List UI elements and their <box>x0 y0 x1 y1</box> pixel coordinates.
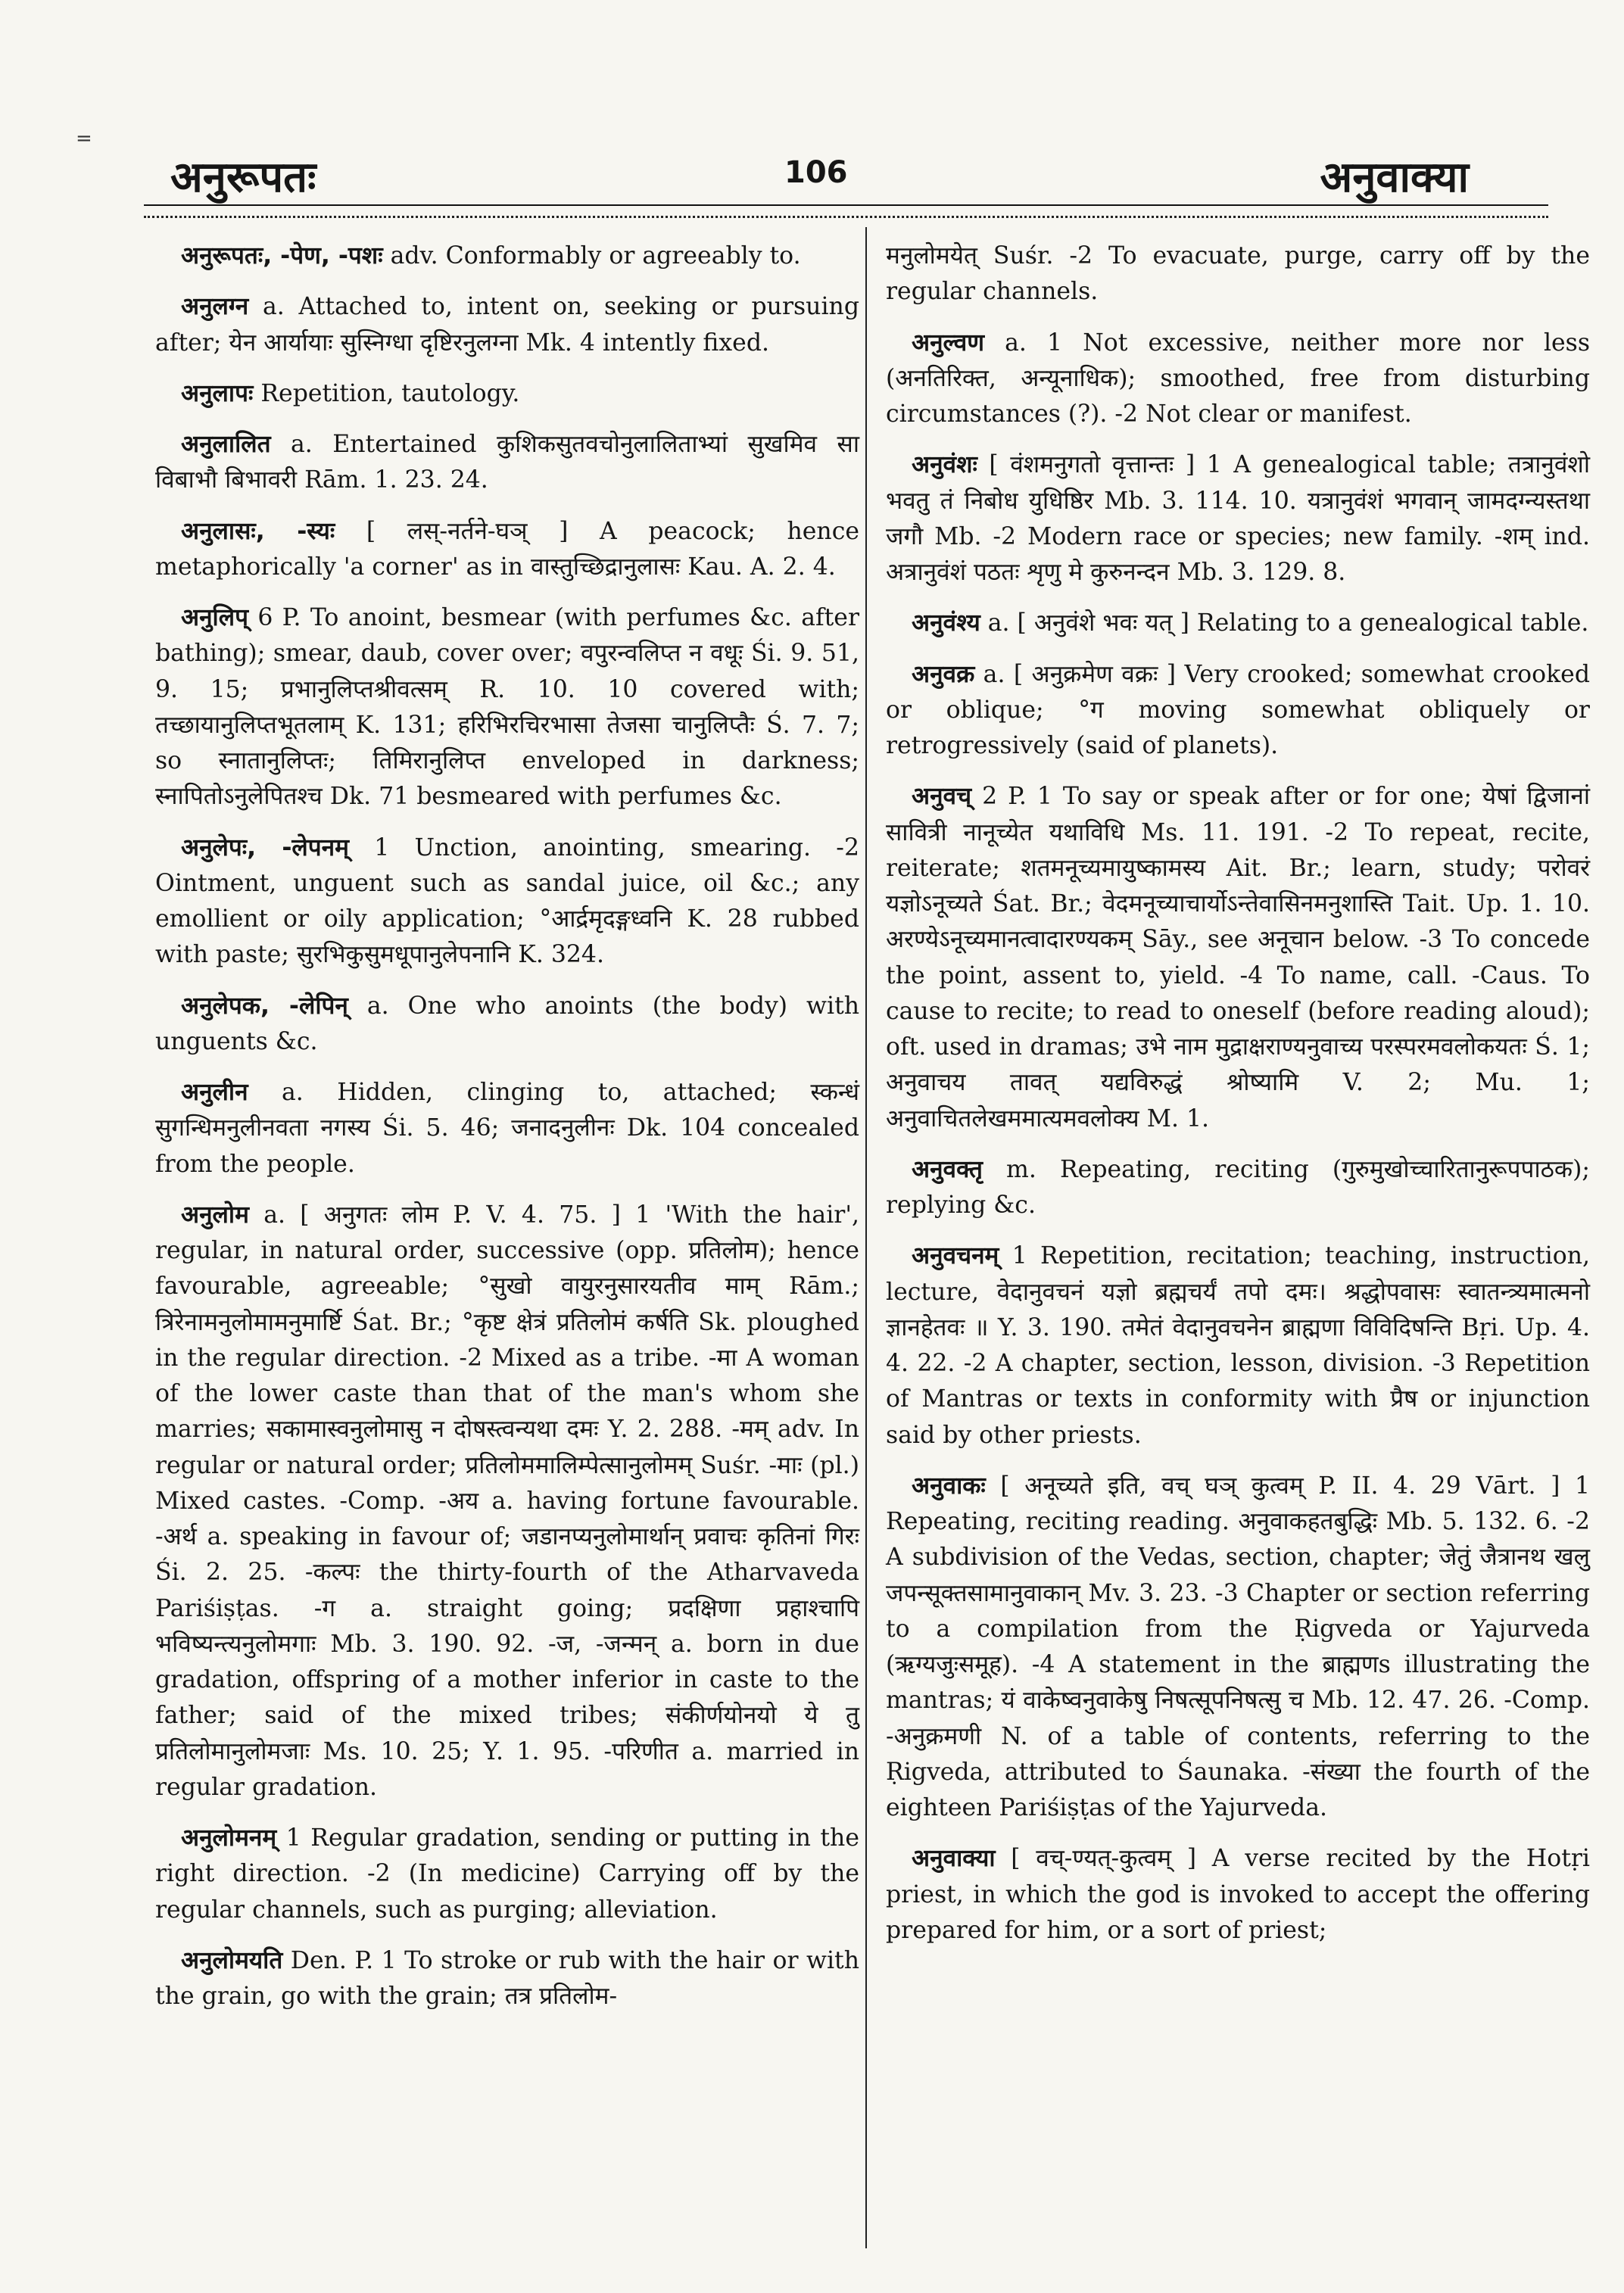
dictionary-entry <box>155 514 859 586</box>
dictionary-entry <box>155 1943 859 2015</box>
entry-definition: a. [ अनुक्रमेण वक्रः ] Very crooked; somewhat crooked or oblique; °ग moving somewhat obliquely or retrogressively (said of planets). <box>886 660 1590 759</box>
entry-definition: 6 P. To anoint, besmear (with perfumes &c. after bathing); smear, daub, cover over; वपुरन्वलिप्त न वधूः Śi. 9. 51, 9. 15; प्रभानुलिप्तश्रीवत्सम् R. 10. 10 covered with; तच्छायानुलिप्तभूतलाम् K. 131; हरिभिरचिरभासा तेजसा चानुलिप्तैः Ś. 7. 7; so स्नातानुलिप्तः; तिमिरानुलिप्त enveloped in darkness; स्नापितोऽनुलेपितश्च Dk. 71 besmeared with perfumes &c. <box>155 604 860 811</box>
dictionary-entry <box>886 447 1590 590</box>
header-dotted-rule <box>144 216 1548 218</box>
entry-headword: अनुलेपः, -लेपनम् <box>181 833 349 861</box>
dictionary-entry <box>155 830 859 974</box>
entry-definition: [ वंशमनुगतो वृत्तान्तः ] 1 A genealogical table; तत्रानुवंशो भवतु तं निबोध युधिष्ठिर Mb. 3. 114. 10. यत्रानुवंशं भगवान् जामदग्न्यस्तथा जगौ Mb. -2 Modern race or species; new family. -शम् ind. अत्रानुवंशं पठतः शृणु मे कुरुनन्दन Mb. 3. 129. 8. <box>886 451 1590 586</box>
right-column <box>886 238 1590 1964</box>
entry-headword: अनुलासः, -स्यः <box>181 517 335 545</box>
dictionary-entry <box>155 376 859 412</box>
entry-definition: 1 Unction, anointing, smearing. -2 Ointment, unguent such as sandal juice, oil &c.; any emollient or oily application; °आर्द्रमृदङ्गध्वनि K. 28 rubbed with paste; सुरभिकुसुमधूपानुलेपनानि K. 324. <box>155 833 859 969</box>
entry-headword: अनुरूपतः, -पेण, -पशः <box>181 242 383 269</box>
entry-headword: अनुवाकः <box>912 1472 986 1500</box>
entry-definition: Den. P. 1 To stroke or rub with the hair or with the grain, go with the grain; तत्र प्रतिलोम- <box>155 1946 859 2010</box>
entry-headword: अनुवाक्या <box>912 1845 996 1873</box>
dictionary-entry <box>886 606 1590 641</box>
entry-definition: Repetition, tautology. <box>260 379 520 407</box>
dictionary-entry <box>155 1821 859 1928</box>
entry-headword: अनुलालित <box>181 431 271 458</box>
entry-headword: अनुवच् <box>912 783 972 811</box>
entry-definition: मनुलोमयेत् Suśr. -2 To evacuate, purge, carry off by the regular channels. <box>886 242 1590 306</box>
dictionary-entry <box>155 989 859 1061</box>
entry-headword: अनुवचनम् <box>912 1242 999 1270</box>
dictionary-entry <box>886 238 1590 310</box>
dictionary-entry <box>886 657 1590 765</box>
entry-headword: अनुलेपक, -लेपिन् <box>181 992 348 1020</box>
entry-definition: 1 Regular gradation, sending or putting in the right direction. -2 (In medicine) Carrying off by the regular channels, such as purging; alleviation. <box>155 1824 859 1924</box>
left-column <box>155 238 859 2030</box>
entry-headword: अनुवक्तृ <box>912 1155 983 1183</box>
column-divider <box>865 227 867 2248</box>
entry-definition: m. Repeating, reciting (गुरुमुखोच्चारितानुरूपपाठक); replying &c. <box>886 1155 1590 1219</box>
dictionary-entry <box>886 326 1590 433</box>
dictionary-entry <box>886 1469 1590 1827</box>
running-head-left: अनुरूपतः <box>170 153 316 202</box>
entry-definition: a. Attached to, intent on, seeking or pursuing after; येन आर्यायाः सुस्निग्धा दृष्टिरनुलग्ना Mk. 4 intently fixed. <box>155 293 859 357</box>
entry-headword: अनुलिप् <box>181 604 248 631</box>
entry-definition: a. 1 Not excessive, neither more nor less (अनतिरिक्त, अन्यूनाधिक); smoothed, free from disturbing circumstances (?). -2 Not clear or manifest. <box>886 329 1590 428</box>
entry-definition: a. [ अनुगतः लोम P. V. 4. 75. ] 1 'With the hair', regular, in natural order, successive (opp. प्रतिलोम); hence favourable, agreeable; °सुखो वायुरनुसारयतीव माम् Rām.; त्रिरेनामनुलोमामनुमार्ष्टि Śat. Br.; °कृष्ट क्षेत्रं प्रतिलोमं कर्षति Sk. ploughed in the regular direction. -2 Mixed as a tribe. -मा A woman of the lower caste than that of the man's whom she marries; सकामास्वनुलोमासु न दोषस्त्वन्यथा दमः Y. 2. 288. -मम् adv. In regular or natural order; प्रतिलोममालिम्पेत्सानुलोमम् Suśr. -माः (pl.) Mixed castes. -Comp. -अय a. having fortune favourable. -अर्थ a. speaking in favour of; जडानप्यनुलोमार्थान् प्रवाचः कृतिनां गिरः Śi. 2. 25. -कल्पः the thirty-fourth of the Atharvaveda Pariśiṣṭas. -ग a. straight going; प्रदक्षिणा प्रहाश्चापि भविष्यन्त्यनुलोमगाः Mb. 3. 190. 92. -ज, -जन्मन् a. born in due gradation, offspring of a mother inferior in caste to the father; said of the mixed tribes; संकीर्णयोनयो ये तु प्रतिलोमानुलोमजाः Ms. 10. 25; Y. 1. 95. -परिणीत a. married in regular gradation. <box>155 1201 860 1801</box>
entry-definition: 1 Repetition, recitation; teaching, instruction, lecture, वेदानुवचनं यज्ञो ब्रह्मचर्यं तपो दमः। श्रद्धोपवासः स्वातन्त्र्यमात्मनो ज्ञानहेतवः ॥ Y. 3. 190. तमेतं वेदानुवचनेन ब्राह्मणा विविदिषन्ति Bṛi. Up. 4. 4. 22. -2 A chapter, section, lesson, division. -3 Repetition of Mantras or texts in conformity with प्रैष or injunction said by other priests. <box>886 1242 1590 1449</box>
entry-definition: a. Hidden, clinging to, attached; स्कन्धं सुगन्धिमनुलीनवता नगस्य Śi. 5. 46; जनादनुलीनः Dk. 104 concealed from the people. <box>155 1079 859 1178</box>
dictionary-entry <box>155 289 859 361</box>
entry-headword: अनुवक्र <box>912 660 975 688</box>
dictionary-entry <box>886 779 1590 1137</box>
entry-headword: अनुलापः <box>181 379 254 407</box>
entry-headword: अनुलोमयति <box>181 1946 283 1974</box>
entry-definition: adv. Conformably or agreeably to. <box>390 242 801 269</box>
entry-definition: [ लस्-नर्तने-घञ् ] A peacock; hence metaphorically 'a corner' as in वास्तुच्छिद्रानुलासः Kau. A. 2. 4. <box>155 517 859 581</box>
entry-definition: 2 P. 1 To say or speak after or for one; येषां द्विजानां सावित्री नानूच्येत यथाविधि Ms. 11. 191. -2 To repeat, recite, reiterate; शतमनूच्यमायुष्कामस्य Ait. Br.; learn, study; परोवरं यज्ञोऽनूच्यते Śat. Br.; वेदमनूच्याचार्योऽन्तेवासिनमनुशास्ति Tait. Up. 1. 10. अरण्येऽनूच्यमानत्वादारण्यकम् Sāy., see अनूचान below. -3 To concede the point, assent to, yield. -4 To name, call. -Caus. To cause to recite; to read to oneself (before reading aloud); oft. used in dramas; उभे नाम मुद्राक्षराण्यनुवाच्य परस्परमवलोकयतः Ś. 1; अनुवाचय तावत् यद्यविरुद्धं श्रोष्यामि V. 2; Mu. 1; अनुवाचितलेखममात्यमवलोक्य M. 1. <box>886 783 1590 1132</box>
running-head-right: अनुवाक्या <box>1320 153 1469 202</box>
entry-definition: a. [ अनुवंशे भवः यत् ] Relating to a genealogical table. <box>987 609 1589 637</box>
header-rule <box>144 204 1548 206</box>
dictionary-entry <box>155 427 859 499</box>
dictionary-entry <box>155 238 859 274</box>
dictionary-entry <box>886 1841 1590 1949</box>
dictionary-entry <box>155 1075 859 1182</box>
entry-definition: [ वच्-ण्यत्-कुत्वम् ] A verse recited by the Hotṛi priest, in which the god is invoked to accept the offering prepared for him, or a sort of priest; <box>886 1845 1590 1944</box>
dictionary-entry <box>155 1198 859 1805</box>
entry-headword: अनुलोमनम् <box>181 1824 277 1852</box>
dictionary-entry <box>886 1152 1590 1224</box>
entry-headword: अनुलोम <box>181 1201 249 1229</box>
margin-mark: = <box>76 127 92 150</box>
dictionary-entry <box>155 600 859 815</box>
dictionary-entry <box>886 1238 1590 1453</box>
entry-headword: अनुवंशः <box>912 451 977 479</box>
entry-definition: [ अनूच्यते इति, वच् घञ् कुत्वम् P. II. 4. 29 Vārt. ] 1 Repeating, reciting reading. अनुवाकहतबुद्धिः Mb. 5. 132. 6. -2 A subdivision of the Vedas, section, chapter; जेतुं जैत्रानथ खलु जपन्सूक्तसामानुवाकान् Mv. 3. 23. -3 Chapter or section referring to a compilation from the Ṛigveda or Yajurveda (ऋग्यजुःसमूह). -4 A statement in the ब्राह्मणs illustrating the mantras; यं वाकेष्वनुवाकेषु निषत्सूपनिषत्सु च Mb. 12. 47. 26. -Comp. -अनुक्रमणी N. of a table of contents, referring to the Ṛigveda, attributed to Śaunaka. -संख्या the fourth of the eighteen Pariśiṣṭas of the Yajurveda. <box>886 1472 1590 1821</box>
entry-headword: अनुलग्न <box>181 293 249 321</box>
entry-definition: a. Entertained कुशिकसुतवचोनुलालिताभ्यां सुखमिव सा विबाभौ बिभावरी Rām. 1. 23. 24. <box>155 431 859 494</box>
entry-headword: अनुलीन <box>181 1079 248 1106</box>
entry-definition: a. One who anoints (the body) with unguents &c. <box>155 992 860 1055</box>
entry-headword: अनुल्वण <box>912 329 985 357</box>
entry-headword: अनुवंश्य <box>912 609 980 637</box>
page-number: 106 <box>784 155 848 190</box>
